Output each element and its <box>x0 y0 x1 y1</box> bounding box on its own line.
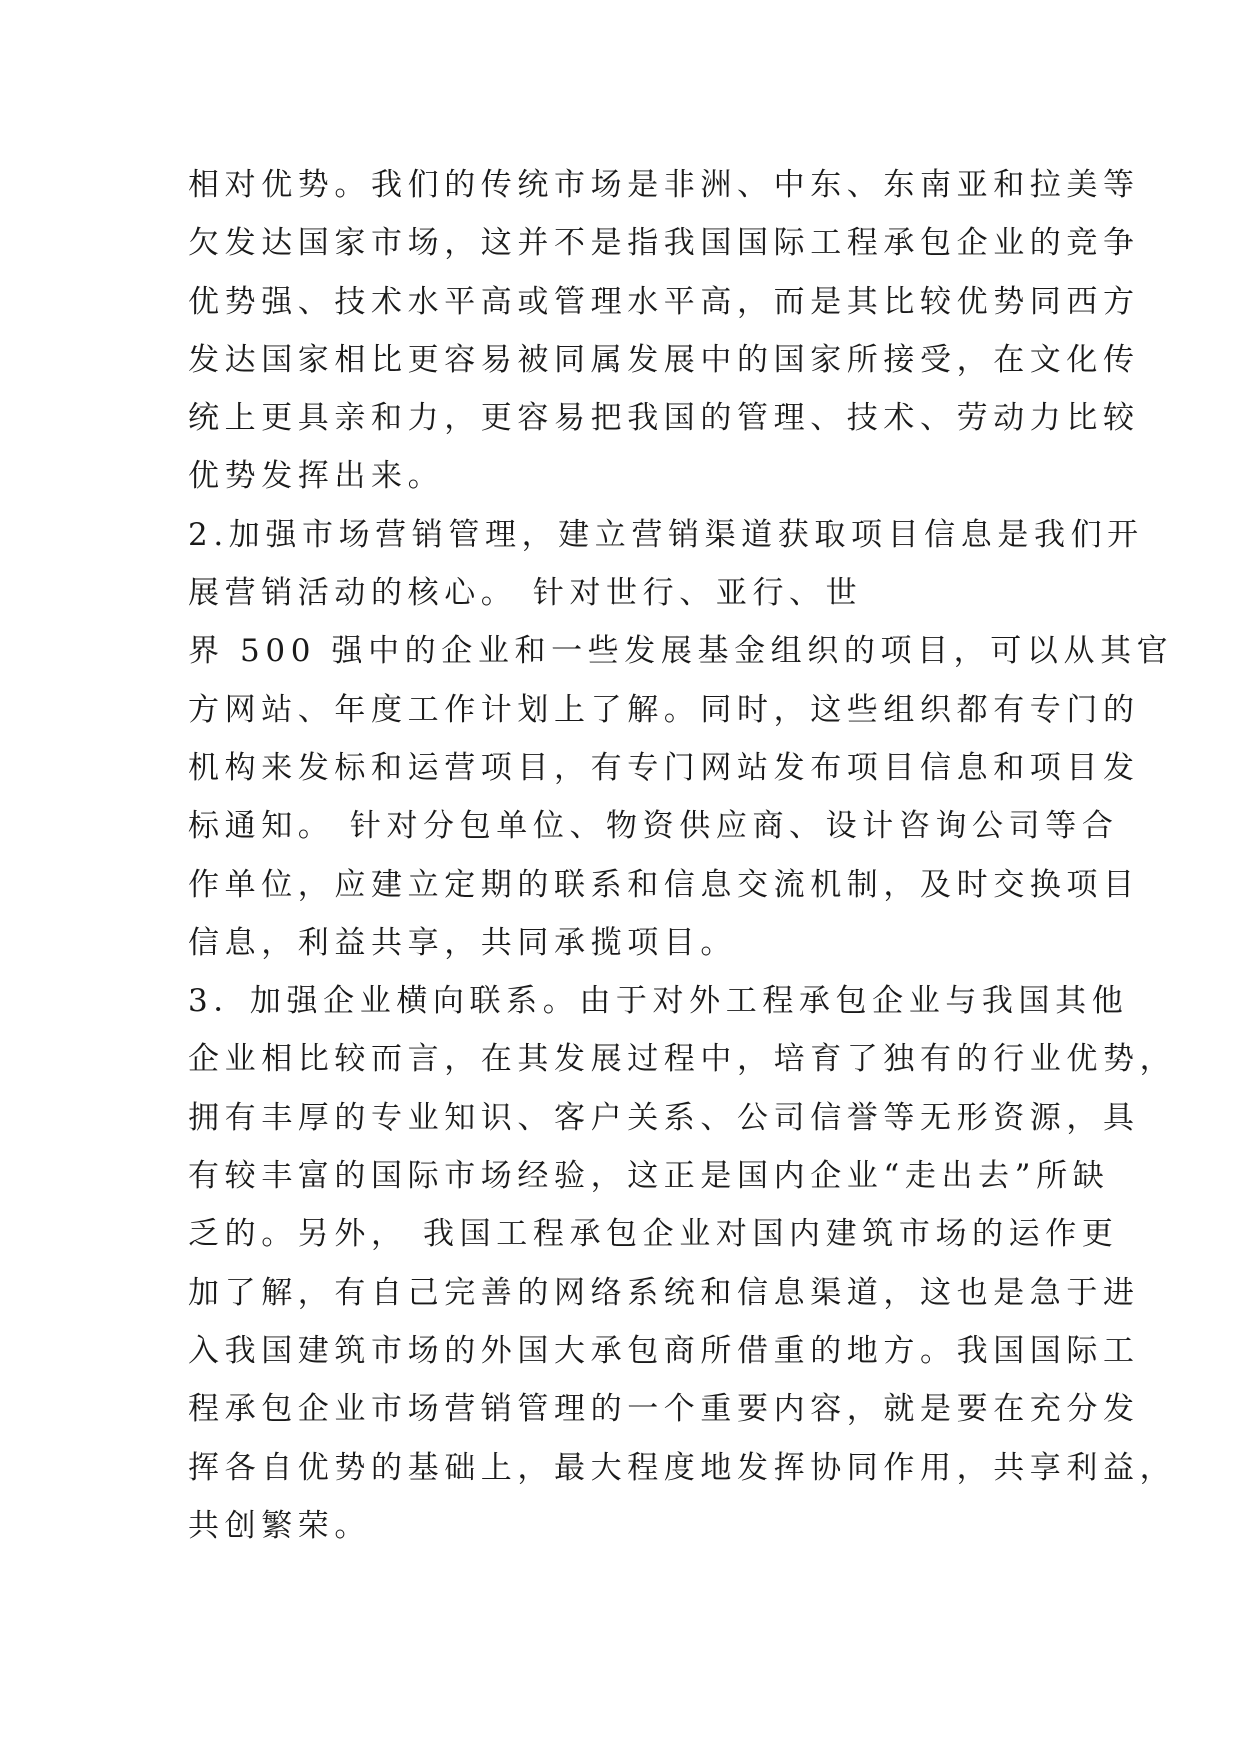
text-line: 拥有丰厚的专业知识、客户关系、公司信誉等无形资源，具 <box>188 1099 1140 1136</box>
text-line: 界 500 强中的企业和一些发展基金组织的项目，可以从其官 <box>188 633 1174 670</box>
text-line: 相对优势。我们的传统市场是非洲、中东、东南亚和拉美等 <box>188 167 1140 203</box>
text-line: 2.加强市场营销管理，建立营销渠道获取项目信息是我们开 <box>188 516 1144 553</box>
text-line: 机构来发标和运营项目，有专门网站发布项目信息和项目发 <box>188 749 1140 786</box>
text-line: 方网站、年度工作计划上了解。同时，这些组织都有专门的 <box>188 691 1140 728</box>
text-line: 挥各自优势的基础上，最大程度地发挥协同作用，共享利益， <box>188 1449 1177 1486</box>
text-line: 入我国建筑市场的外国大承包商所借重的地方。我国国际工 <box>188 1332 1140 1369</box>
text-line: 有较丰富的国际市场经验，这正是国内企业“走出去”所缺 <box>188 1158 1110 1195</box>
text-line: 共创繁荣。 <box>188 1507 371 1544</box>
text-line: 发达国家相比更容易被同属发展中的国家所接受，在文化传 <box>188 341 1140 378</box>
text-line: 信息，利益共享，共同承揽项目。 <box>188 924 737 961</box>
text-line: 作单位，应建立定期的联系和信息交流机制，及时交换项目 <box>188 866 1140 903</box>
text-line: 程承包企业市场营销管理的一个重要内容，就是要在充分发 <box>188 1391 1140 1428</box>
text-line: 标通知。 针对分包单位、物资供应商、设计咨询公司等合 <box>188 808 1119 845</box>
text-line: 优势强、技术水平高或管理水平高，而是其比较优势同西方 <box>188 283 1140 320</box>
text-line: 展营销活动的核心。 针对世行、亚行、世 <box>188 575 863 612</box>
text-line: 统上更具亲和力，更容易把我国的管理、技术、劳动力比较 <box>188 400 1140 437</box>
text-line: 乏的。另外， 我国工程承包企业对国内建筑市场的运作更 <box>188 1216 1119 1253</box>
body-text <box>188 156 1177 1555</box>
text-line: 3．加强企业横向联系。由于对外工程承包企业与我国其他 <box>188 983 1129 1020</box>
text-line: 优势发挥出来。 <box>188 458 445 495</box>
text-line: 企业相比较而言，在其发展过程中，培育了独有的行业优势， <box>188 1041 1177 1078</box>
text-line: 欠发达国家市场，这并不是指我国国际工程承包企业的竞争 <box>188 225 1140 262</box>
text-line: 加了解，有自己完善的网络系统和信息渠道，这也是急于进 <box>188 1274 1140 1311</box>
